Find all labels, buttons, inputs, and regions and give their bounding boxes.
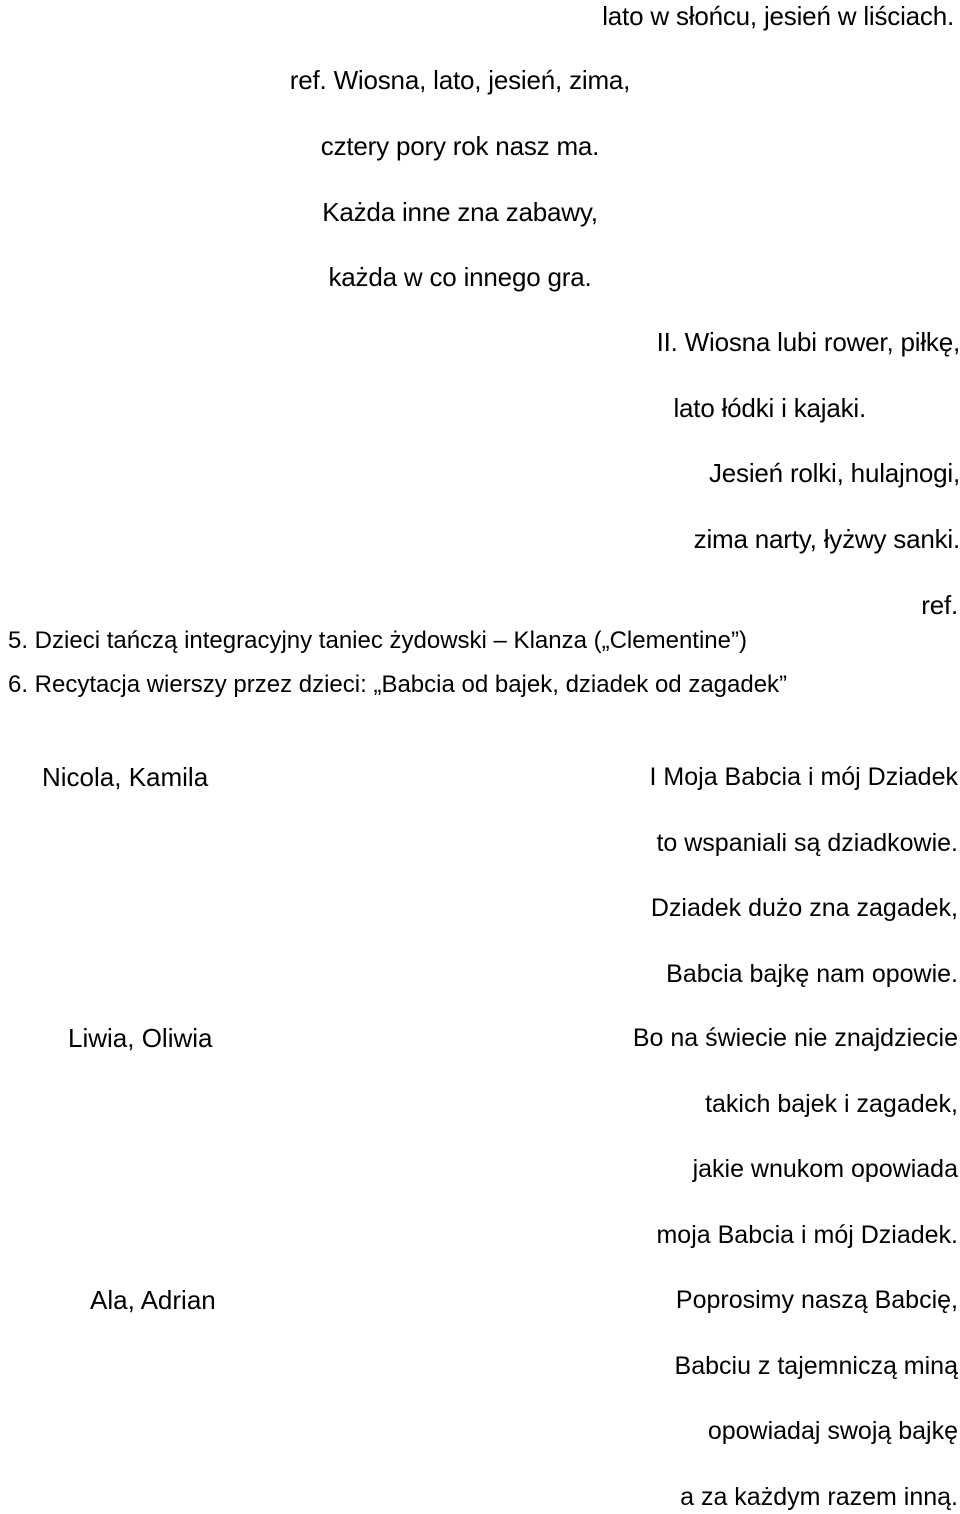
performers-1: Nicola, Kamila — [42, 762, 209, 792]
stanza1-line-2: to wspaniali są dziadkowie. — [656, 829, 958, 857]
stanza2-line-2: takich bajek i zagadek, — [705, 1090, 958, 1118]
stanza1-line-1: I Moja Babcia i mój Dziadek — [649, 763, 958, 791]
stanza3-line-2: Babciu z tajemniczą miną — [674, 1352, 958, 1380]
stanza3-line-3: opowiadaj swoją bajkę — [707, 1417, 958, 1445]
performers-2: Liwia, Oliwia — [68, 1023, 213, 1053]
stanza1-line-4: Babcia bajkę nam opowie. — [666, 960, 958, 988]
verse2-line-4: zima narty, łyżwy sanki. — [693, 524, 960, 554]
program-item-5: 5. Dzieci tańczą integracyjny taniec żydowski – Klanza („Clementine”) — [8, 627, 747, 654]
stanza3-line-1: Poprosimy naszą Babcię, — [675, 1286, 958, 1314]
ref-marker: ref. — [921, 590, 958, 620]
refrain-line-1: ref. Wiosna, lato, jesień, zima, — [289, 65, 631, 95]
verse2-line-1: II. Wiosna lubi rower, piłkę, — [656, 327, 960, 357]
stanza3-line-4: a za każdym razem inną. — [680, 1483, 958, 1511]
stanza2-line-4: moja Babcia i mój Dziadek. — [656, 1221, 958, 1249]
performers-3: Ala, Adrian — [90, 1285, 216, 1315]
stanza2-line-1: Bo na świecie nie znajdziecie — [632, 1024, 958, 1052]
refrain-line-2: cztery pory rok nasz ma. — [320, 131, 600, 161]
verse2-line-3: Jesień rolki, hulajnogi, — [708, 458, 960, 488]
refrain-line-3: Każda inne zna zabawy, — [322, 197, 598, 227]
song-line-top: lato w słońcu, jesień w liściach. — [602, 1, 954, 31]
stanza2-line-3: jakie wnukom opowiada — [692, 1155, 958, 1183]
verse2-line-2: lato łódki i kajaki. — [673, 393, 866, 423]
program-item-6: 6. Recytacja wierszy przez dzieci: „Babcia od bajek, dziadek od zagadek” — [8, 671, 788, 698]
stanza1-line-3: Dziadek dużo zna zagadek, — [650, 894, 958, 922]
refrain-line-4: każda w co innego gra. — [328, 262, 592, 292]
